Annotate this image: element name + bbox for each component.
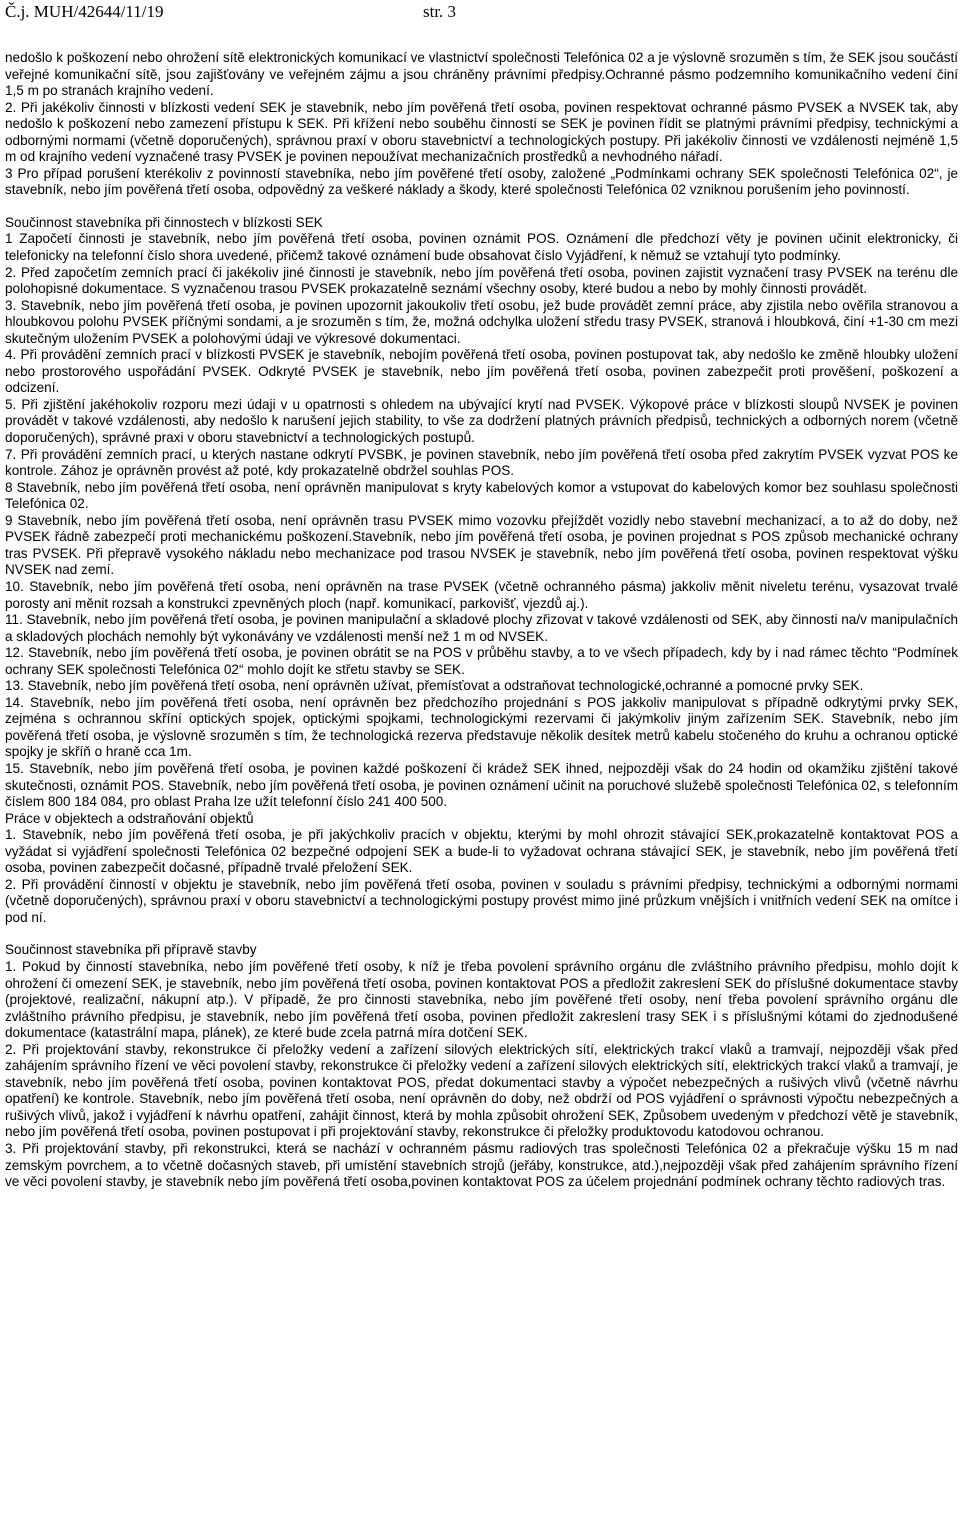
paragraph: 2. Při jakékoliv činnosti v blízkosti vedení SEK je stavebník, nebo jím pověřená třetí osoba, povinen respektovat ochranné pásmo PVSEK a NVSEK tak, aby nedošlo k poškození nebo zamezení přístupu k SEK. Při křížení nebo souběhu činností se SEK je povinen řídit se platnými právními předpisy, technickými a odbornými normami (včetně doporučených), správnou praxí v oboru stavebnictví a technologických postupy. Při jakékoliv činnosti ve vzdálenosti nejméně 1,5 m od krajního vedení vyznačené trasy PVSEK je povinen nepoužívat mechanizačních prostředků a nevhodného nářadí. — [5, 99, 958, 165]
paragraph: 13. Stavebník, nebo jím pověřená třetí osoba, není oprávněn užívat, přemísťovat a odstraňovat technologické,ochranné a pomocné prvky SEK. — [5, 678, 864, 694]
reference-number: Č.j. MUH/42644/11/19 — [5, 2, 164, 21]
paragraph: 7. Při provádění zemních prací, u kterých nastane odkrytí PVSBK, je povinen stavebník, nebo jím pověřená třetí osoba před zakrytím PVSEK vyzvat POS ke kontrole. Zához je oprávněn provést až poté, kdy prokazatelně obdržel souhlas POS. — [5, 446, 958, 479]
blank-line — [5, 199, 958, 215]
paragraph: Součinnost stavebníka při přípravě stavby — [5, 942, 257, 958]
paragraph: 2. Při provádění činností v objektu je stavebník, nebo jím pověřená třetí osoba, povinen v souladu s právními předpisy, technickými a odbornými normami (včetně doporučených), správnou praxí v oboru stavebnictví a technologickými postupy provést mimo jiné průzkum vnějších i vnitřních vedení SEK na omítce i pod ní. — [5, 876, 958, 925]
paragraph: 3 Pro případ porušení kterékoliv z povinností stavebníka, nebo jím pověřené třetí osoby, založené „Podmínkami ochrany SEK společnosti Telefónica 02“, je stavebník, nebo jím pověřená třetí osoba, odpovědný za veškeré náklady a škody, které společnosti Telefónica 02 vzniknou porušením jeho povinností. — [5, 165, 958, 198]
paragraph: 4. Při provádění zemních prací v blízkosti PVSEK je stavebník, nebojím pověřená třetí osoba, povinen postupovat tak, aby nedošlo ke změně hloubky uložení nebo prostorového uspořádání PVSEK. Odkryté PVSEK je stavebník, nebo jím pověřená třetí osoba, povinen zabezpečit proti prověšení, poškození a odcizení. — [5, 347, 958, 396]
paragraph: 3. Při projektování stavby, při rekonstrukci, která se nachází v ochranném pásmu radiových tras společnosti Telefónica 02 a překračuje výšku 15 m nad zemským povrchem, a to včetně dočasných staveb, při umístění stavebních strojů (jeřáby, konstrukce, atd.),nejpozději však před zahájením správního řízení ve věci povolení stavby, je stavebník nebo jím pověřená třetí osoba,povinen kontaktovat POS za účelem projednání podmínek ochrany těchto radiových tras. — [5, 1141, 958, 1190]
paragraph: 15. Stavebník, nebo jím pověřená třetí osoba, je povinen každé poškození či krádež SEK ihned, nejpozději však do 24 hodin od okamžiku zjištění takové skutečnosti, oznámit POS. Stavebník, nebo jím pověřená třetí osoba, je povinen oznámení učinit na poruchové služebě společnosti Telefónica 02, s telefonním číslem 800 184 084, pro oblast Praha lze užít telefonní číslo 241 400 500. — [5, 760, 958, 810]
paragraph: 3. Stavebník, nebo jím pověřená třetí osoba, je povinen upozornit jakoukoliv třetí osobu, jež bude provádět zemní práce, aby zjistila nebo ověřila stranovou a hloubkovou polohu PVSEK příčnými sondami, a je srozuměn s tím, že, možná odchylka uložení středu trasy PVSEK, stranová i hloubková, činí +1-30 cm mezi skutečným uložením PVSEK a polohovými údaji ve výkresové dokumentaci. — [5, 297, 958, 346]
paragraph: 14. Stavebník, nebo jím pověřená třetí osoba, není oprávněn bez předchozího projednání s POS jakkoliv manipulovat s případně odkrytými prvky SEK, zejména s ochrannou skříní optických spojek, optickými spojkami, technologickými rezervami či jakýmkoliv jiným zařízením SEK. Stavebník, nebo jím pověřená třetí osoba, je výslovně srozuměn s tím, že technologická rezerva představuje několik desítek metrů kabelu stočeného do kruhu a ochranou optické spojky je skříň o hraně cca 1m. — [5, 694, 958, 760]
paragraph: 9 Stavebník, nebo jím pověřená třetí osoba, není oprávněn trasu PVSEK mimo vozovku přejíždět vozidly nebo stavební mechanizací, a to až do doby, než PVSEK řádně zabezpečí proti mechanickému poškození.Stavebník, nebo jím pověřená třetí osoba, je povinen projednat s POS způsob mechanické ochrany tras PVSEK. Při přepravě vysokého nákladu nebo mechanizace pod trasou NVSEK je stavebník, nebo jím pověřená třetí osoba, povinen respektovat výšku NVSEK nad zemí. — [5, 512, 958, 578]
blank-line — [5, 926, 958, 942]
paragraph: 8 Stavebník, nebo jím pověřená třetí osoba, není oprávněn manipulovat s kryty kabelových komor a vstupovat do kabelových komor bez souhlasu společnosti Telefónica 02. — [5, 479, 958, 512]
document-body — [5, 50, 958, 1191]
paragraph: 1. Stavebník, nebo jím pověřená třetí osoba, je při jakýchkoliv pracích v objektu, kterými by mohl ohrozit stávající SEK,prokazatelně kontaktovat POS a vyžádat si vyjádření společnosti Telefónica 02 bezpečné odpojení SEK a bude-li to vyžadovat ochrana stávající SEK, je stavebník, nebo jím pověřená třetí osoba, povinen zabezpečit dočasné, případně trvalé přeložení SEK. — [5, 827, 958, 876]
paragraph: Práce v objektech a odstraňování objektů — [5, 810, 254, 826]
paragraph: 1. Pokud by činností stavebníka, nebo jím pověřené třetí osoby, k níž je třeba povolení správního orgánu dle zvláštního právního předpisu, mohlo dojít k ohrožení či omezení SEK, je stavebník, nebo jím pověřená třetí osoba, povinen kontaktovat POS a předložit zakreslení SEK do příslušné dokumentace stavby (projektové, realizační, nákupní atp.). V případě, že pro činnosti stavebníka, nebo jím pověřené třetí osoby, není třeba povolení správního orgánu dle zvláštního právního předpisu, je stavebník, nebo jím pověřená třetí osoba, povinen předložit zakreslení trasy SEK i s příslušnými kótami do zjednodušené dokumentace (katastrální mapa, plánek), ze které bude zcela patrná míra dotčení SEK. — [5, 958, 958, 1041]
paragraph: 12. Stavebník, nebo jím pověřená třetí osoba, je povinen obrátit se na POS v průběhu stavby, a to ve všech případech, kdy by i nad rámec těchto “Podmínek ochrany SEK společnosti Telefónica 02“ mohlo dojít ke střetu stavby se SEK. — [5, 645, 958, 677]
page-number: str. 3 — [423, 2, 457, 21]
paragraph: 2. Před započetím zemních prací či jakékoliv jiné činnosti je stavebník, nebo jím pověřená třetí osoba, povinen zajistit vyznačení trasy PVSEK na terénu dle polohopisné dokumentace. S vyznačenou trasou PVSEK prokazatelně seznámí všechny osoby, které budou a nebo by mohly činnosti provádět. — [5, 264, 958, 297]
paragraph: Součinnost stavebníka při činnostech v blízkosti SEK — [5, 214, 323, 230]
paragraph: 10. Stavebník, nebo jím pověřená třetí osoba, není oprávněn na trase PVSEK (včetně ochranného pásma) jakkoliv měnit niveletu terénu, vysazovat trvalé porosty ani měnit rozsah a konstrukci zpevněných ploch (např. komunikací, parkovišť, vjezdů aj.). — [5, 578, 958, 611]
paragraph: 2. Při projektování stavby, rekonstrukce či přeložky vedení a zařízení silových elektrických sítí, elektrických trakcí vlaků a tramvají, nejpozději však před zahájením správního řízení ve věci povolení stavby, rekonstrukce či přeložky vedení a zařízení silových elektrických sítí, elektrických trakcí vlaků a tramvají, je stavebník, nebo jím pověřená třetí osoba, povinen kontaktovat POS, předat dokumentaci stavby a výpočet nebezpečných a rušivých vlivů (včetně návrhu opatření) ke kontrole. Stavebník, nebo jím pověřená třetí osoba, není oprávněn do doby, než obdrží od POS vyjádření o správnosti výpočtu nebezpečných a rušivých vlivů, jakož i vyjádření k návrhu opatření, zahájit činnost, která by mohla způsobit ohrožení SEK, Způsobem uvedeným v předchozí větě je stavebník, nebo jím pověřená třetí osoba, povinen postupovat i při projektování stavby, rekonstrukce či přeložky produktovodu katodovou ochranou. — [5, 1041, 958, 1140]
paragraph: 5. Při zjištění jakéhokoliv rozporu mezi údaji v u opatrnosti s ohledem na ubývající krytí nad PVSEK. Výkopové práce v blízkosti sloupů NVSEK je povinen provádět v takové vzdálenosti, aby nedošlo k narušení jejich stability, to vše za dodržení platných právních předpisů, technických a odborných norem (včetně doporučených), správné praxi v oboru stavebnictví a technologických postupů. — [5, 396, 958, 446]
paragraph: 11. Stavebník, nebo jím pověřená třetí osoba, je povinen manipulační a skladové plochy zřizovat v takové vzdálenosti od SEK, aby činnosti na/v manipulačních a skladových plochách nemohly být vykonávány ve vzdálenosti menší než 1 m od NVSEK. — [5, 612, 958, 644]
paragraph: 1 Započetí činnosti je stavebník, nebo jím pověřená třetí osoba, povinen oznámit POS. Oznámení dle předchozí věty je povinen učinit elektronicky, či telefonicky na telefonní číslo shora uvedené, přičemž takové oznámení bude obsahovat číslo Vyjádření, k němuž se vztahují tyto podmínky. — [5, 231, 958, 264]
paragraph: nedošlo k poškození nebo ohrožení sítě elektronických komunikací ve vlastnictví společnosti Telefónica 02 a je výslovně srozuměn s tím, že SEK jsou součástí veřejné komunikační sítě, jsou zajišťovány ve veřejném zájmu a jsou chráněny právními předpisy.Ochranné pásmo podzemního komunikačního vedení činí 1,5 m po stranách krajního vedení. — [5, 50, 958, 99]
